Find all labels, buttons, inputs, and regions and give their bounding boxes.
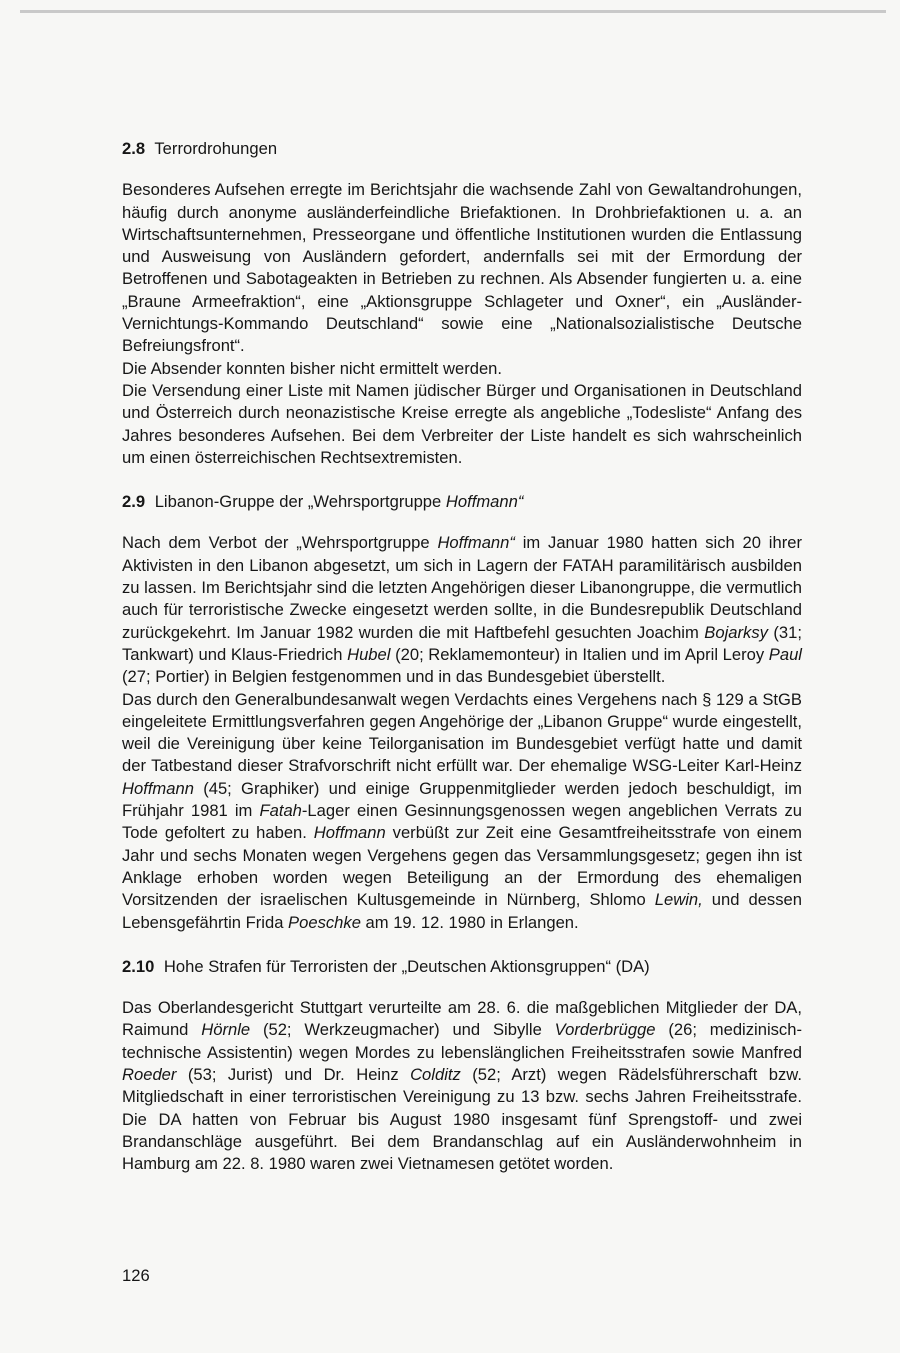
text-run: (53; Jurist) und Dr. Heinz	[176, 1064, 411, 1084]
section-number: 2.8	[122, 139, 146, 158]
page-top-rule	[20, 10, 886, 13]
italic-name: Poeschke	[288, 912, 361, 932]
italic-name: Hörnle	[201, 1020, 251, 1040]
text-run: Das Oberlandesgericht Stuttgart verurteilte am 28. 6. die maßgeblichen Mitglieder der DA, Raimund	[122, 998, 802, 1040]
italic-name: Hoffmann	[313, 823, 386, 843]
text-run: (20; Reklamemonteur) in Italien und im April Leroy	[390, 644, 769, 664]
section-heading	[122, 491, 802, 513]
section-number: 2.9	[122, 492, 146, 512]
text-run: (26; medizinisch-technische Assistentin) wegen Mordes zu lebenslänglichen Freiheitsstrafen sowie Manfred	[122, 1020, 802, 1062]
italic-name: Paul	[768, 644, 802, 664]
italic-name: Hoffmann“	[437, 533, 515, 553]
text-run: (52; Arzt) wegen Rädelsführerschaft bzw. Mitgliedschaft in einer terroristischen Vereinigung zu 13 bzw. sechs Jahren Freiheitsstrafe. Die DA hatten von Februar bis August 1980 insgesamt fünf Sprengstoff- und zwei Brandanschläge ausgeführt. Bei dem Brandanschlag auf ein Ausländerwohnheim in Hamburg am 22. 8. 1980 waren zwei Vietnamesen getötet worden.	[122, 1064, 802, 1174]
italic-name: Roeder	[122, 1064, 177, 1084]
italic-name: Vorderbrügge	[554, 1020, 656, 1040]
text-run: (45; Graphiker) und einige Gruppenmitglieder werden jedoch beschuldigt, im Frühjahr 1981 im	[122, 778, 802, 821]
paragraph	[122, 179, 802, 357]
page-number: 126	[122, 1266, 150, 1285]
italic-name: Lewin,	[654, 890, 703, 910]
section-heading	[122, 956, 802, 978]
paragraph	[122, 689, 802, 934]
italic-name: Hoffmann	[122, 778, 194, 798]
section-2-10	[122, 956, 802, 1176]
paragraph	[122, 358, 802, 380]
paragraph	[122, 380, 802, 469]
section-2-8	[122, 138, 802, 469]
section-2-9	[122, 491, 802, 934]
text-run: Nach dem Verbot der „Wehrsportgruppe	[122, 533, 438, 553]
paragraph	[122, 532, 802, 688]
section-number: 2.10	[122, 956, 155, 976]
section-title-italic: Hoffmann“	[445, 492, 524, 512]
text-run: Die Absender konnten bisher nicht ermittelt werden.	[122, 358, 503, 378]
italic-name: Hubel	[347, 644, 391, 664]
text-run: am 19. 12. 1980 in Erlangen.	[360, 912, 579, 932]
text-run: Besonderes Aufsehen erregte im Berichtsjahr die wachsende Zahl von Gewaltandrohungen, häufig durch anonyme ausländerfeindliche Briefaktionen. In Drohbriefaktionen u. a. an Wirtschaftsunternehmen, Presseorgane und öffentliche Institutionen wurden die Entlassung und Ausweisung von Ausländern gefordert, andernfalls sei mit der Ermordung der Betroffenen und Sabotageakten in Betrieben zu rechnen. Als Absender fungierten u. a. eine „Braune Armeefraktion“, eine „Aktionsgruppe Schlageter und Oxner“, ein „Ausländer-Vernichtungs-Kommando Deutschland“ sowie eine „Nationalsozialistische Deutsche Befreiungsfront“.	[122, 180, 802, 356]
text-run: (27; Portier) in Belgien festgenommen und in das Bundesgebiet überstellt.	[122, 667, 666, 687]
text-run: Das durch den Generalbundesanwalt wegen Verdachts eines Vergehens nach § 129 a StGB eingeleitete Ermittlungsverfahren gegen Angehörige der „Libanon Gruppe“ wurde eingestellt, weil die Vereinigung über keine Teilorganisation im Bundesgebiet verfügt hatte und damit der Tatbestand dieser Strafvorschrift nicht erfüllt war. Der ehemalige WSG-Leiter Karl-Heinz	[122, 689, 802, 776]
text-run: Die Versendung einer Liste mit Namen jüdischer Bürger und Organisationen in Deutschland und Österreich durch neonazistische Kreise erregte als angebliche „Todesliste“ Anfang des Jahres besonderes Aufsehen. Bei dem Verbreiter der Liste handelt es sich wahrscheinlich um einen österreichischen Rechtsextremisten.	[122, 380, 802, 467]
section-heading	[122, 138, 802, 160]
text-run: verbüßt zur Zeit eine Gesamtfreiheitsstrafe von einem Jahr und sechs Monaten wegen Vergehens gegen das Versammlungsgesetz; gegen ihn ist Anklage erhoben worden wegen Beteiligung an der Ermordung des ehemaligen Vorsitzenden der israelischen Kultusgemeinde in Nürnberg, Shlomo	[122, 823, 802, 910]
italic-name: Fatah	[259, 801, 302, 821]
section-title: Libanon-Gruppe der „Wehrsportgruppe	[154, 492, 446, 512]
document-page	[122, 138, 802, 1197]
text-run: im Januar 1980 hatten sich 20 ihrer Aktivisten in den Libanon abgesetzt, um sich in Lagern der FATAH paramilitärisch ausbilden zu lassen. Im Berichtsjahr sind die letzten Angehörigen dieser Libanongruppe, die vermutlich auch für terroristische Zwecke eingesetzt werden sollte, in die Bundesrepublik Deutschland zurückgekehrt. Im Januar 1982 wurden die mit Haftbefehl gesuchten Joachim	[122, 533, 802, 642]
section-title: Terrordrohungen	[154, 139, 278, 158]
paragraph	[122, 997, 802, 1175]
text-run: und dessen Lebensgefährtin Frida	[122, 890, 802, 932]
italic-name: Bojarksy	[704, 622, 768, 642]
section-title: Hohe Strafen für Terroristen der „Deutschen Aktionsgruppen“ (DA)	[163, 956, 650, 976]
italic-name: Colditz	[410, 1064, 461, 1084]
text-run: (31; Tankwart) und Klaus-Friedrich	[122, 622, 802, 664]
text-run: -Lager einen Gesinnungsgenossen wegen angeblichen Verrats zu Tode gefoltert zu haben.	[122, 801, 802, 843]
text-run: (52; Werkzeugmacher) und Sibylle	[250, 1020, 555, 1040]
